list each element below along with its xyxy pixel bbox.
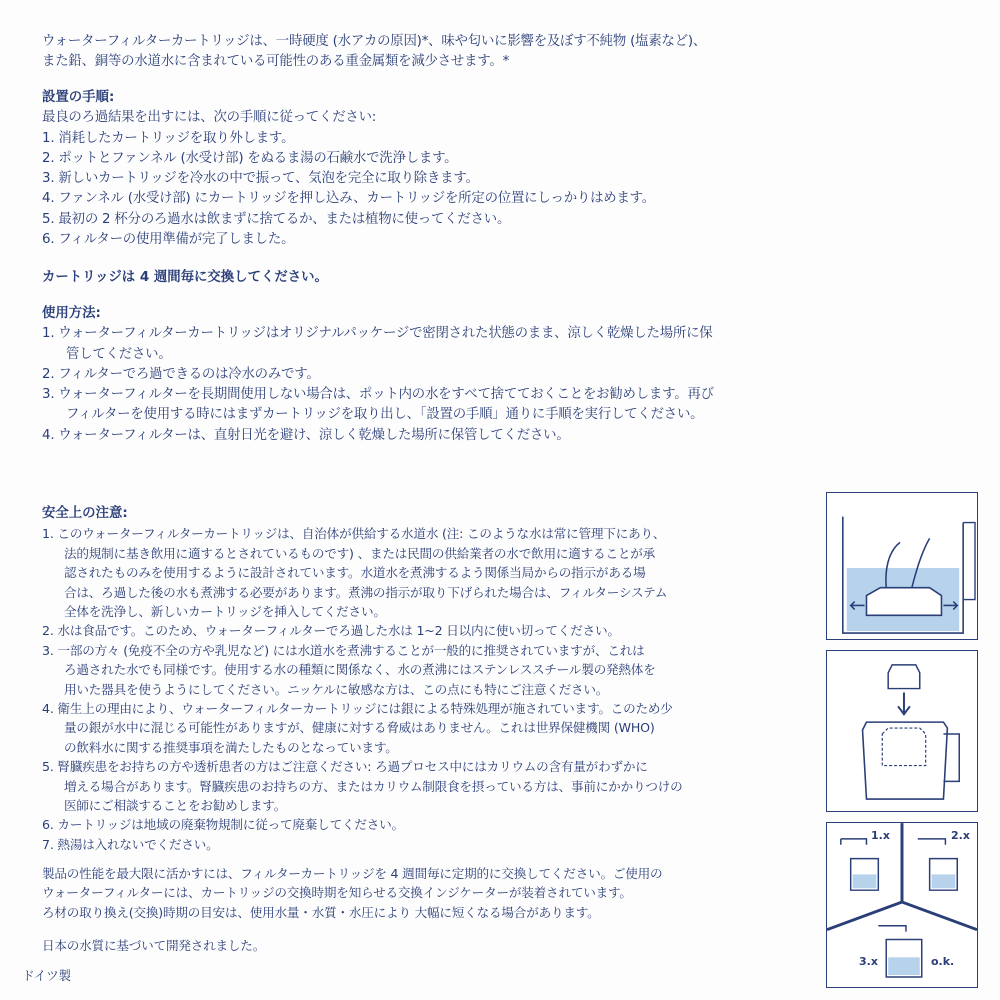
install-step: 4. ファンネル (水受け部) にカートリッジを押し込み、カートリッジを所定の位置にしっかりはめます。 <box>42 191 655 207</box>
water-level <box>888 957 920 975</box>
jug-outline <box>863 722 948 799</box>
tap-icon <box>878 926 906 932</box>
usage-line: 管してください。 <box>66 346 172 362</box>
closing-line: ウォーターフィルターには、カートリッジの交換時期を知らせる交換インジケーターが装着されています。 <box>42 885 632 901</box>
safety-line: 認されたものみを使用するように設計されています。水道水を煮沸するよう関係当局からの指示がある場 <box>64 565 646 581</box>
handle-outline <box>963 523 975 600</box>
safety-line: 法的規制に基き飲用に適するとされているものです) 、または民間の供給業者の水で飲用に適することが承 <box>64 545 656 561</box>
cartridge-top <box>888 665 920 689</box>
illustrations <box>826 492 978 988</box>
origin-section <box>22 966 782 985</box>
cycle-label-1: 1.x <box>871 829 890 842</box>
cycle-label-2: 2.x <box>951 829 970 842</box>
shake-cartridge-illustration <box>827 493 977 639</box>
safety-line: 2. 水は食品です。このため、ウォーターフィルターでろ過した水は 1~2 日以内に使い切ってください。 <box>42 623 620 639</box>
safety-line: 1. このウォーターフィルターカートリッジは、自治体が供給する水道水 (注: このような水は常に管理下にあり、 <box>42 526 666 542</box>
install-section <box>42 88 802 250</box>
closing-section <box>42 864 812 922</box>
safety-section <box>42 504 812 854</box>
fill-cycles-illustration <box>827 823 977 987</box>
safety-heading: 安全上の注意: <box>42 506 128 521</box>
origin-note: ドイツ製 <box>22 968 71 983</box>
cycle-label-ok: o.k. <box>931 955 955 968</box>
usage-heading: 使用方法: <box>42 306 101 321</box>
usage-line: フィルターを使用する時にはまずカートリッジを取り出し、「設置の手順」通りに手順を実行してください。 <box>66 407 704 423</box>
install-step: 2. ポットとファンネル (水受け部) をぬるま湯の石鹸水で洗浄します。 <box>42 150 458 166</box>
safety-line: の飲料水に関する推奨事項を満たしたものとなっています。 <box>64 739 398 755</box>
safety-line: 4. 衛生上の理由により、ウォーターフィルターカートリッジには銀による特殊処理が施されています。このため少 <box>42 700 673 716</box>
install-lead: 最良のろ過結果を出すには、次の手順に従ってください: <box>42 110 377 126</box>
safety-line: 5. 腎臓疾患をお持ちの方や透析患者の方はご注意ください: ろ過プロセス中にはカリウムの含有量がわずかに <box>42 759 648 775</box>
figure-fill-cycles <box>826 822 978 988</box>
safety-line: 3. 一部の方々 (免疫不全の方や乳児など) には水道水を煮沸することが一般的に推奨されていますが、これは <box>42 642 645 658</box>
usage-line: 4. ウォーターフィルターは、直射日光を避け、涼しく乾燥した場所に保管してください。 <box>42 427 570 443</box>
safety-line: 6. カートリッジは地域の廃棄物規制に従って廃棄してください。 <box>42 817 404 833</box>
safety-line: 量の銀が水中に混じる可能性がありますが、健康に対する脅威はありません。これは世界保健機関 (WHO) <box>64 720 655 736</box>
safety-line: 増える場合があります。腎臓疾患のお持ちの方、またはカリウム制限食を摂っている方は、事前にかかりつけの <box>64 778 683 794</box>
intro-section <box>42 32 802 73</box>
safety-line: ろ過された水でも同様です。使用する水の種類に関係なく、水の煮沸にはステンレススチール製の発熱体を <box>64 662 656 678</box>
tap-icon <box>841 839 867 845</box>
usage-line: 1. ウォーターフィルターカートリッジはオリジナルパッケージで密閉された状態のまま、涼しく乾燥した場所に保 <box>42 326 713 342</box>
water-level <box>853 874 877 888</box>
safety-line: 医師にご相談することをお勧めします。 <box>64 797 287 813</box>
down-arrow-icon <box>898 693 910 715</box>
install-heading: 設置の手順: <box>42 90 115 105</box>
install-step: 5. 最初の 2 杯分のろ過水は飲まずに捨てるか、または植物に使ってください。 <box>42 211 511 227</box>
developed-section <box>42 936 802 955</box>
install-step: 3. 新しいカートリッジを冷水の中で振って、気泡を完全に取り除きます。 <box>42 171 479 187</box>
safety-line: 7. 熱湯は入れないでください。 <box>42 836 219 852</box>
developed-note: 日本の水質に基づいて開発されました。 <box>42 938 266 953</box>
install-step: 1. 消耗したカートリッジを取り外します。 <box>42 130 295 146</box>
intro-line: ウォーターフィルターカートリッジは、一時硬度 (水アカの原因)*、味や匂いに影響を及ぼす不純物 (塩素など)、 <box>42 34 707 49</box>
water-level <box>932 874 956 888</box>
tap-icon <box>918 839 946 845</box>
safety-line: 用いた器具を使うようにしてください。ニッケルに敏感な方は、この点にも特にご注意ください。 <box>64 681 609 697</box>
safety-line: 全体を洗浄し、新しいカートリッジを挿入してください。 <box>64 603 386 619</box>
cartridge-shape <box>866 588 941 616</box>
replace-note-section <box>42 268 802 288</box>
intro-line: また鉛、銅等の水道水に含まれている可能性のある重金属類を減少させます。* <box>42 54 510 70</box>
figure-shake-cartridge <box>826 492 978 640</box>
cycle-label-3: 3.x <box>859 955 878 968</box>
install-step: 6. フィルターの使用準備が完了しました。 <box>42 232 295 248</box>
replace-note: カートリッジは 4 週間毎に交換してください。 <box>42 270 328 285</box>
usage-section <box>42 304 802 446</box>
closing-line: ろ材の取り換え(交換)時期の目安は、使用水量・水質・水圧により 大幅に短くなる場合があります。 <box>42 904 600 920</box>
closing-line: 製品の性能を最大限に活かすには、フィルターカートリッジを 4 週間毎に定期的に交換してください。ご使用の <box>42 866 663 881</box>
safety-line: 合は、ろ過した後の水も煮沸する必要があります。煮沸の指示が取り下げられた場合は、フィルターシステム <box>64 584 668 600</box>
figure-insert-cartridge <box>826 650 978 812</box>
usage-line: 3. ウォーターフィルターを長期間使用しない場合は、ポット内の水をすべて捨てておくことをお勧めします。再び <box>42 387 714 403</box>
usage-line: 2. フィルターでろ過できるのは冷水のみです。 <box>42 366 320 382</box>
insert-cartridge-illustration <box>827 651 977 811</box>
